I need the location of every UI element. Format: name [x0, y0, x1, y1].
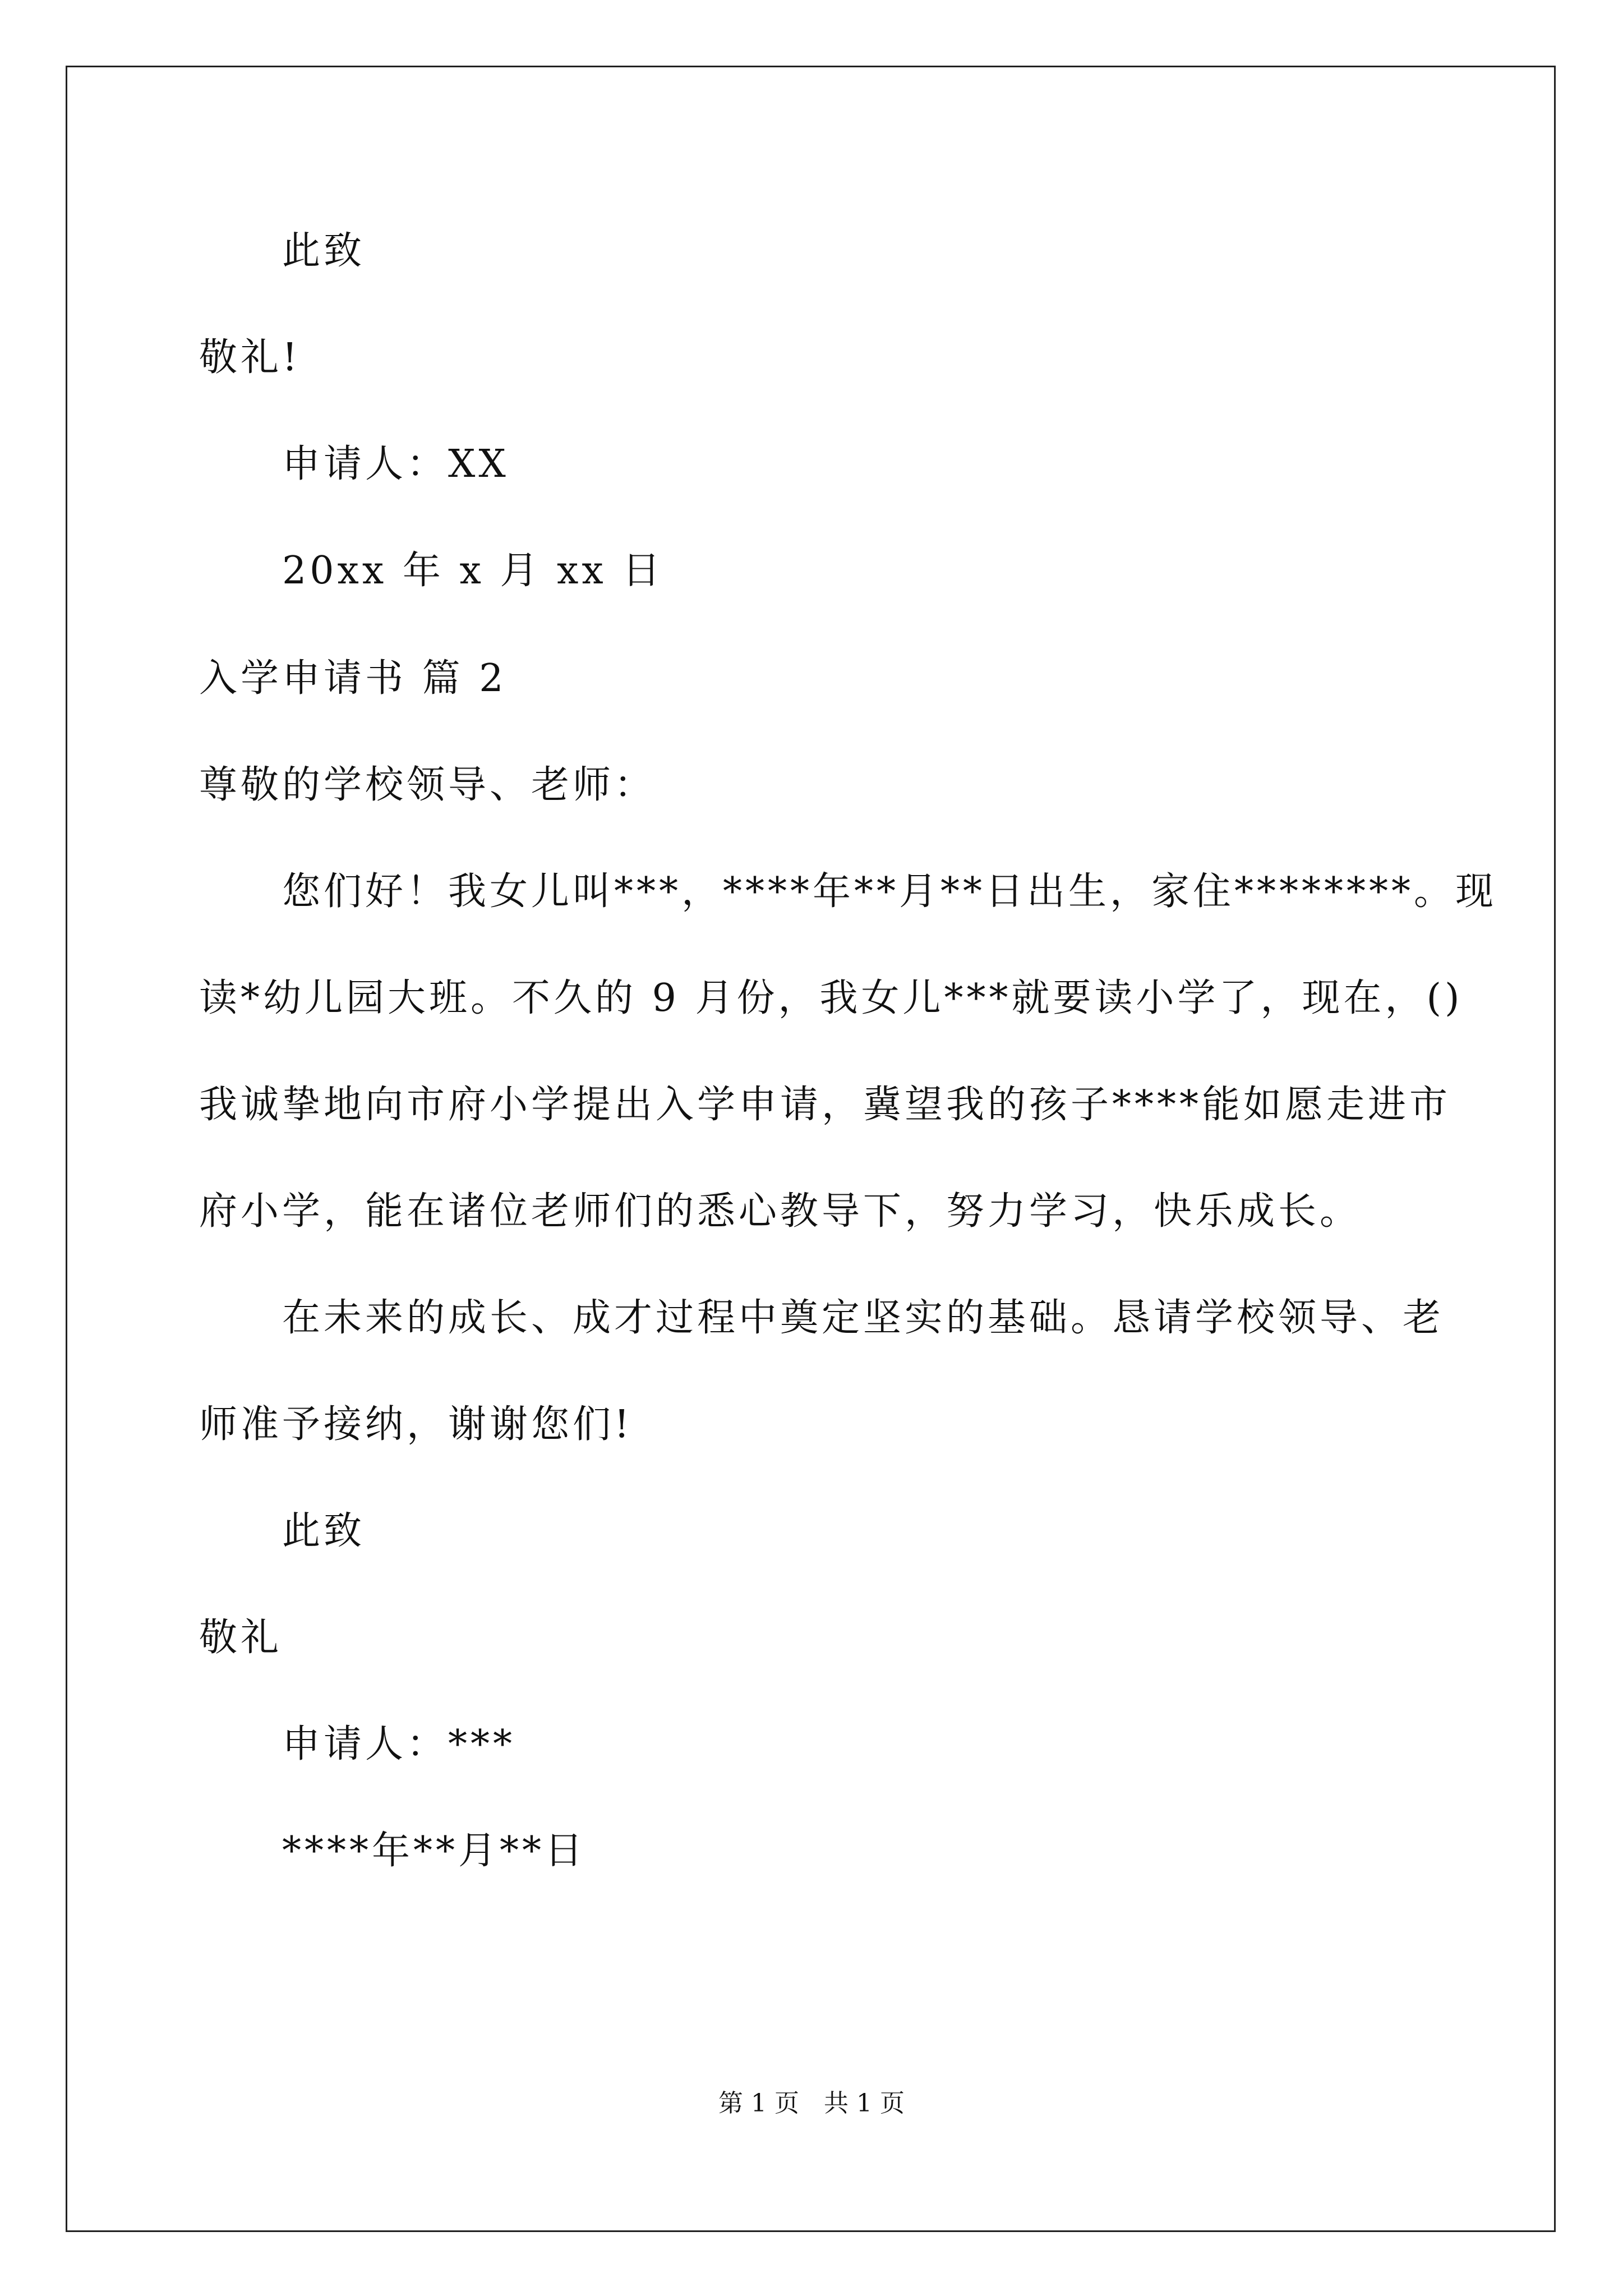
page-border — [66, 66, 1556, 2232]
body-paragraph-line: 在未来的成长、成才过程中奠定坚实的基础。恳请学校领导、老 — [282, 1296, 1445, 1340]
applicant-name: 申请人：*** — [282, 1722, 516, 1766]
body-paragraph-line: 师准予接纳，谢谢您们! — [199, 1402, 633, 1447]
application-date: ****年**月**日 — [282, 1829, 587, 1873]
section-title: 入学申请书 篇 2 — [199, 656, 507, 701]
applicant-name: 申请人：XX — [282, 442, 509, 486]
body-paragraph-line: 府小学，能在诸位老师们的悉心教导下，努力学习，快乐成长。 — [199, 1189, 1362, 1234]
closing-regards: 敬礼 — [199, 1616, 283, 1660]
closing-regards: 敬礼! — [199, 335, 301, 380]
greeting: 尊敬的学校领导、老师： — [199, 763, 656, 807]
application-date: 20xx 年 x 月 xx 日 — [282, 549, 664, 593]
body-paragraph-line: 我诚挚地向市府小学提出入学申请，冀望我的孩子****能如愿走进市 — [199, 1083, 1451, 1127]
closing-salutation: 此致 — [282, 229, 366, 273]
closing-salutation: 此致 — [282, 1509, 366, 1553]
body-paragraph-line: 您们好！我女儿叫***，****年**月**日出生，家住********。现 — [282, 869, 1497, 914]
page-footer: 第 1 页 共 1 页 — [718, 2089, 905, 2118]
body-paragraph-line: 读*幼儿园大班。不久的 9 月份，我女儿***就要读小学了，现在，() — [199, 976, 1463, 1020]
